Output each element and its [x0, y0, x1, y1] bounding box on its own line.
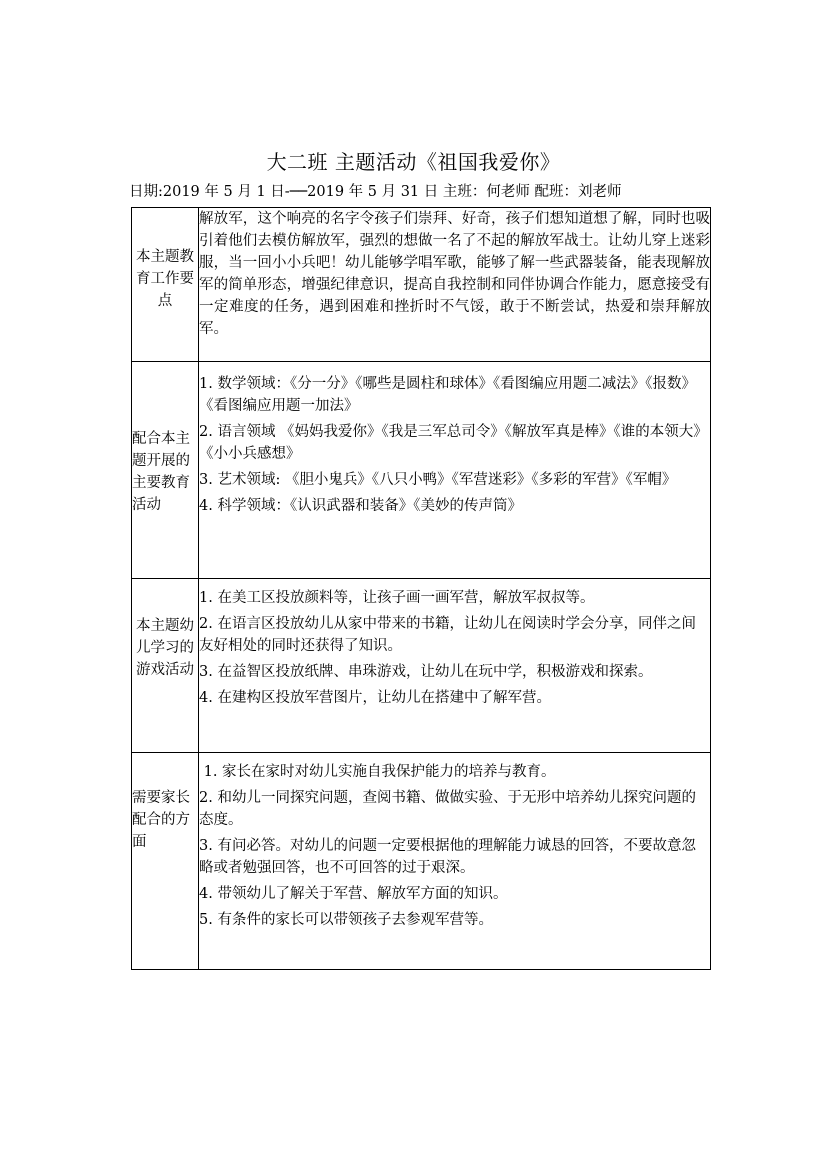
- content-paragraph: 1. 家长在家时对幼儿实施自我保护能力的培养与教育。: [199, 764, 556, 780]
- table-row: [132, 753, 711, 970]
- row-label-cell: [132, 579, 199, 753]
- content-paragraph: 5. 有条件的家长可以带领孩子去参观军营等。: [199, 912, 493, 928]
- content-paragraph: 1. 数学领域：《分一分》《哪些是圆柱和球体》《看图编应用题二减法》《报数》《看图编应用题一加法》: [199, 376, 696, 414]
- content-paragraph: 3. 在益智区投放纸牌、串珠游戏，让幼儿在玩中学，积极游戏和探索。: [199, 664, 653, 680]
- row-content-cell: [199, 753, 711, 970]
- row-content-cell: [199, 362, 711, 579]
- row-label-games: 本主题幼儿学习的游戏活动: [136, 618, 194, 678]
- content-paragraph: 2. 和幼儿一同探究问题，查阅书籍、做做实验、于无形中培养幼儿探究问题的态度。: [199, 790, 696, 828]
- content-paragraph: 1. 在美工区投放颜料等，让孩子画一画军营，解放军叔叔等。: [199, 590, 595, 606]
- row-label-focus: 本主题教育工作要点: [136, 249, 194, 309]
- row-label-activities: 配合本主题开展的主要教育活动: [132, 431, 190, 513]
- content-paragraph: 2. 在语言区投放幼儿从家中带来的书籍，让幼儿在阅读时学会分享，同伴之间友好相处的同时还获得了知识。: [199, 616, 696, 654]
- theme-plan-table: [131, 207, 711, 970]
- table-row: [132, 208, 711, 362]
- content-paragraph: 4. 科学领域：《认识武器和装备》《美妙的传声筒》: [199, 498, 522, 514]
- content-paragraph: 3. 艺术领域: 《胆小鬼兵》《八只小鸭》《军营迷彩》《多彩的军营》《军帽》: [199, 472, 677, 488]
- row-content-cell: [199, 208, 711, 362]
- row-label-cell: [132, 362, 199, 579]
- table-row: [132, 579, 711, 753]
- content-paragraph: 2. 语言领域 《妈妈我爱你》《我是三军总司令》《解放军真是棒》《谁的本领大》《小小兵感想》: [199, 424, 708, 462]
- row-label-cell: [132, 208, 199, 362]
- row-content-cell: [199, 579, 711, 753]
- content-paragraph: 4. 在建构区投放军营图片，让幼儿在搭建中了解军营。: [199, 690, 551, 706]
- page-title: 大二班 主题活动《祖国我爱你》: [266, 150, 561, 174]
- content-paragraph: 解放军，这个响亮的名字令孩子们崇拜、好奇，孩子们想知道想了解，同时也吸引着他们去模仿解放军，强烈的想做一名了不起的解放军战士。让幼儿穿上迷彩服，当一回小小兵吧！幼儿能够学唱军歌，能够了解一些武器装备，能表现解放军的简单形态，增强纪律意识，提高自我控制和同伴协调合作能力，愿意接受有一定难度的任务，遇到困难和挫折时不气馁，敢于不断尝试，热爱和崇拜解放军。: [199, 211, 710, 337]
- row-label-parents: 需要家长配合的方面: [132, 790, 190, 850]
- content-paragraph: 4. 带领幼儿了解关于军营、解放军方面的知识。: [199, 886, 508, 902]
- table-row: [132, 362, 711, 579]
- content-paragraph: 3. 有问必答。对幼儿的问题一定要根据他的理解能力诚恳的回答，不要故意忽略或者勉强回答，也不可回答的过于艰深。: [199, 838, 696, 876]
- row-label-cell: [132, 753, 199, 970]
- date-teacher-line: 日期:2019 年 5 月 1 日-──2019 年 5 月 31 日 主班：何老师 配班：刘老师: [129, 184, 622, 200]
